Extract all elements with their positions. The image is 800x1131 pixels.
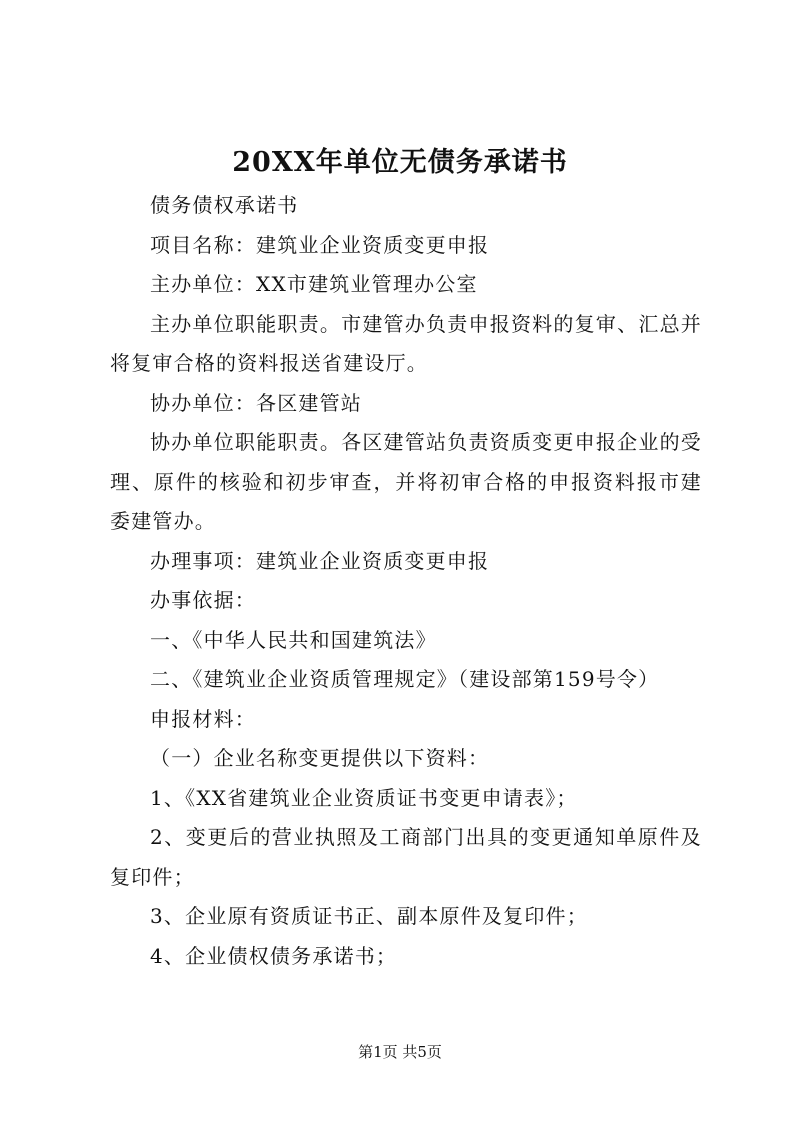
paragraph-materials-section-1: （一）企业名称变更提供以下资料： <box>150 746 490 770</box>
paragraph-material-item-4: 4、企业债权债务承诺书； <box>150 943 398 968</box>
paragraph-project-name: 项目名称：建筑业企业资质变更申报 <box>150 232 490 257</box>
paragraph-material-item-2: 2、变更后的营业执照及工商部门出具的变更通知单原件及复印件； <box>110 825 702 889</box>
paragraph-material-item-3: 3、企业原有资质证书正、副本原件及复印件； <box>150 904 588 928</box>
paragraph-basis: 办事依据： <box>150 588 256 612</box>
document-title: 20XX年单位无债务承诺书 <box>232 147 568 178</box>
paragraph-co-duties: 协办单位职能职责。各区建管站负责资质变更申报企业的受理、原件的核验和初步审查，并将初审合格的申报资料报市建委建管办。 <box>110 430 702 533</box>
paragraph-matter: 办理事项：建筑业企业资质变更申报 <box>150 548 490 573</box>
page-footer: 第1页 共5页 <box>358 1043 442 1061</box>
paragraph-host-duties: 主办单位职能职责。市建管办负责申报资料的复审、汇总并将复审合格的资料报送省建设厅。 <box>110 311 702 375</box>
paragraph-basis-2: 二、《建筑业企业资质管理规定》（建设部第159号令） <box>150 667 660 691</box>
paragraph-basis-1: 一、《中华人民共和国建筑法》 <box>150 627 437 652</box>
document-body <box>110 186 702 976</box>
paragraph-heading: 债务债权承诺书 <box>150 193 299 217</box>
paragraph-materials: 申报材料： <box>150 706 256 731</box>
paragraph-material-item-1: 1、《XX省建筑业企业资质证书变更申请表》； <box>150 785 578 810</box>
paragraph-host-unit: 主办单位：XX市建筑业管理办公室 <box>150 272 478 296</box>
paragraph-co-unit: 协办单位：各区建管站 <box>150 390 362 415</box>
